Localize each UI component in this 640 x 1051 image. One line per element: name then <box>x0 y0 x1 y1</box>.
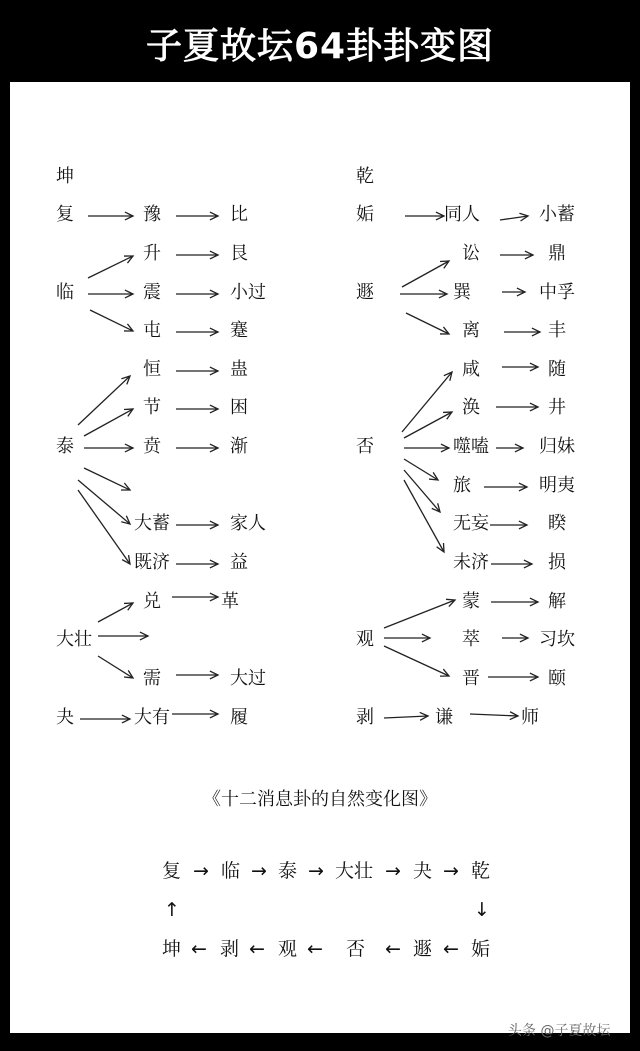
hexagram-yu: 豫 <box>143 204 161 225</box>
hexagram-daguo: 大过 <box>230 668 266 689</box>
hexagram-jie: 节 <box>143 397 161 418</box>
hexagram-sui: 随 <box>548 359 566 380</box>
hexagram-xu: 需 <box>143 668 161 689</box>
cycle-bottom-4: 观 <box>278 938 298 960</box>
cycle-bottom-0: 坤 <box>162 938 182 960</box>
hexagram-ge: 革 <box>221 591 239 612</box>
hexagram-lin: 临 <box>56 282 74 303</box>
hexagram-ding: 鼎 <box>548 243 566 264</box>
hexagram-fu: 复 <box>56 204 74 225</box>
transition-arrow-head <box>429 472 438 480</box>
hexagram-xian: 咸 <box>462 359 480 380</box>
cycle-caption: 《十二消息卦的自然变化图》 <box>203 789 437 810</box>
cycle-bottom-arrow: ← <box>191 938 207 960</box>
transition-arrow-line <box>384 716 428 718</box>
transition-arrow-line <box>404 412 452 438</box>
hexagram-qian-modest: 谦 <box>435 707 453 728</box>
hexagram-kun: 坤 <box>56 166 74 187</box>
hexagram-xiaoguo: 小过 <box>230 282 266 303</box>
cycle-top-arrow: → <box>385 860 401 882</box>
transition-arrow-line <box>402 372 452 432</box>
hexagram-bi: 比 <box>230 204 248 225</box>
hexagram-jiji: 既济 <box>134 552 170 573</box>
hexagram-tongren: 同人 <box>444 204 480 225</box>
hexagram-li: 离 <box>462 320 480 341</box>
cycle-top-4: 泰 <box>278 860 298 882</box>
hexagram-jian: 蹇 <box>230 320 248 341</box>
transition-arrow-line <box>84 468 130 490</box>
transition-arrow-line <box>406 313 449 334</box>
hexagram-meng: 蒙 <box>462 591 480 612</box>
hexagram-xiaoxu: 小蓄 <box>539 204 575 225</box>
transition-arrow-head <box>122 555 130 564</box>
cycle-bottom-10: 姤 <box>471 938 491 960</box>
cycle-top-arrow: → <box>193 860 209 882</box>
cycle-top-6: 大壮 <box>335 860 374 882</box>
hexagram-kun-trapped: 困 <box>230 397 248 418</box>
transition-arrow-line <box>404 480 444 552</box>
hexagram-yi: 益 <box>230 552 248 573</box>
hexagram-gen: 艮 <box>230 243 248 264</box>
transition-arrow-line <box>98 603 133 622</box>
cycle-down-arrow: ↓ <box>474 899 490 921</box>
hexagram-jiaren: 家人 <box>230 513 266 534</box>
hexagram-lv: 履 <box>230 707 248 728</box>
hexagram-cui: 萃 <box>462 629 480 650</box>
transition-arrow-line <box>78 490 130 564</box>
hexagram-guimei: 归妹 <box>539 436 575 457</box>
hexagram-pi: 否 <box>356 436 374 457</box>
hexagram-feng: 丰 <box>548 320 566 341</box>
hexagram-dayou: 大有 <box>134 707 170 728</box>
hexagram-sheng: 升 <box>143 243 161 264</box>
hexagram-song: 讼 <box>462 243 480 264</box>
hexagram-zhongfu: 中孚 <box>539 282 575 303</box>
hexagram-dui: 兑 <box>143 591 161 612</box>
hexagram-xikan: 习坎 <box>539 629 575 650</box>
hexagram-shi: 师 <box>521 707 539 728</box>
transition-arrow-line <box>98 656 133 678</box>
transition-arrow-line <box>402 261 449 287</box>
hexagram-bo: 剥 <box>356 707 374 728</box>
hexagram-heng: 恒 <box>143 359 161 380</box>
page-title: 子夏故坛64卦卦变图 <box>145 26 495 67</box>
hexagram-ben: 贲 <box>143 436 161 457</box>
hexagram-xie: 解 <box>548 591 566 612</box>
hexagram-mingyi: 明夷 <box>539 475 575 496</box>
hexagram-daxu: 大蓄 <box>134 513 170 534</box>
cycle-top-arrow: → <box>443 860 459 882</box>
hexagram-weiji: 未济 <box>453 552 489 573</box>
transition-arrow-line <box>88 256 133 278</box>
watermark: 头条 @子夏故坛 <box>508 1023 611 1039</box>
hexagram-shike: 噬嗑 <box>453 436 489 457</box>
hexagram-xun: 巽 <box>453 282 471 303</box>
cycle-bottom-arrow: ← <box>249 938 265 960</box>
cycle-top-arrow: → <box>251 860 267 882</box>
transition-arrow-line <box>470 714 518 716</box>
cycle-bottom-arrow: ← <box>385 938 401 960</box>
transition-arrow-head <box>124 670 133 678</box>
hexagram-lu: 旅 <box>453 475 471 496</box>
hexagram-yi-nourish: 颐 <box>548 668 566 689</box>
hexagram-tun: 屯 <box>143 320 161 341</box>
cycle-top-10: 乾 <box>471 860 491 882</box>
hexagram-sun: 损 <box>548 552 566 573</box>
hexagram-jing: 井 <box>548 397 566 418</box>
hexagram-wuwang: 无妄 <box>453 513 489 534</box>
cycle-top-arrow: → <box>308 860 324 882</box>
cycle-top-8: 夬 <box>413 860 433 882</box>
hexagram-tai: 泰 <box>56 436 74 457</box>
hexagram-guan: 观 <box>356 629 374 650</box>
hexagram-zhen: 震 <box>143 282 161 303</box>
hexagram-huan: 涣 <box>462 397 480 418</box>
hexagram-gu: 蛊 <box>230 359 248 380</box>
hexagram-dazhuang: 大壮 <box>56 629 92 650</box>
transition-arrow-line <box>90 310 133 331</box>
transition-arrow-line <box>384 646 449 676</box>
cycle-bottom-arrow: ← <box>307 938 323 960</box>
transition-arrow-line <box>384 600 455 628</box>
cycle-up-arrow: ↑ <box>164 899 180 921</box>
hexagram-jin: 晋 <box>462 668 480 689</box>
cycle-top-0: 复 <box>162 860 182 882</box>
cycle-bottom-8: 遯 <box>413 938 433 960</box>
hexagram-jian-gradual: 渐 <box>230 436 248 457</box>
transition-arrow-line <box>78 376 130 425</box>
cycle-top-2: 临 <box>221 860 241 882</box>
hexagram-guai: 夬 <box>56 707 74 728</box>
cycle-bottom-2: 剥 <box>220 938 240 960</box>
hexagram-qian: 乾 <box>356 166 374 187</box>
cycle-bottom-arrow: ← <box>443 938 459 960</box>
cycle-bottom-6: 否 <box>346 938 366 960</box>
hexagram-gou: 姤 <box>356 204 374 225</box>
hexagram-kui: 睽 <box>548 513 566 534</box>
hexagram-dun: 遯 <box>356 282 374 303</box>
